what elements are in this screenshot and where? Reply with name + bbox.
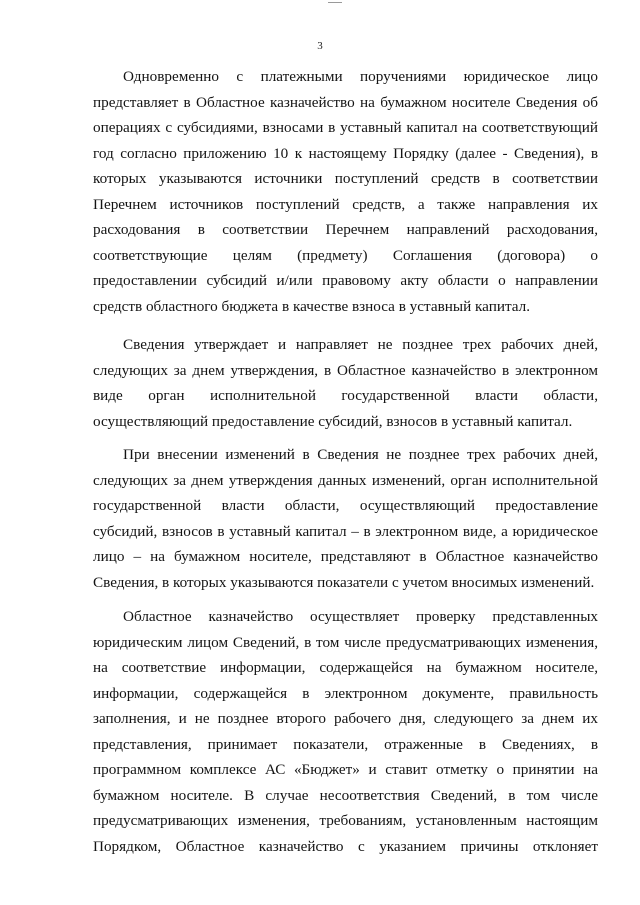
paragraph-subsidy-info: Одновременно с платежными поручениями юридическое лицо представляет в Областное казначейство на бумажном носителе Сведения об операциях с субсидиями, взносами в уставный капитал на соответствующий год согласно приложению 10 к настоящему Порядку (далее - Сведения), в которых указываются источники поступлений средств в соответствии Перечнем источников поступлений средств, а также направления их расходования в соответствии Перечнем направлений расходования, соответствующие целям (предмету) Соглашения (договора) о предоставлении субсидий и/или правовому акту области о направлении средств областного бюджета в качестве взноса в уставный капитал. — [93, 68, 598, 315]
paragraph-verification: Областное казначейство осуществляет проверку представленных юридическим лицом Сведений, в том числе предусматривающих изменения, на соответствие информации, содержащейся на бумажном носителе, информации, содержащейся в электронном документе, правильность заполнения, и не позднее второго рабочего дня, следующего за днем их представления, принимает показатели, отраженные в Сведениях, в программном комплексе АС «Бюджет» и ставит отметку о принятии на бумажном носителе. В случае несоответствия Сведений, в том числе предусматривающих изменения, требованиям, установленным настоящим Порядком, Областное казначейство с указанием причины отклоняет — [93, 608, 598, 855]
document-body — [93, 64, 598, 859]
paragraph-approval: Сведения утверждает и направляет не позднее трех рабочих дней, следующих за днем утверждения, в Областное казначейство в электронном виде орган исполнительной государственной власти области, осуществляющий предоставление субсидий, взносов в уставный капитал. — [93, 336, 598, 430]
scan-mark — [328, 2, 342, 3]
page-number: 3 — [317, 40, 323, 52]
paragraph-changes: При внесении изменений в Сведения не позднее трех рабочих дней, следующих за днем утверждения данных изменений, орган исполнительной государственной власти области, осуществляющий предоставление субсидий, взносов в уставный капитал – в электронном виде, а юридическое лицо – на бумажном носителе, представляют в Областное казначейство Сведения, в которых указываются показатели с учетом вносимых изменений. — [93, 446, 598, 591]
